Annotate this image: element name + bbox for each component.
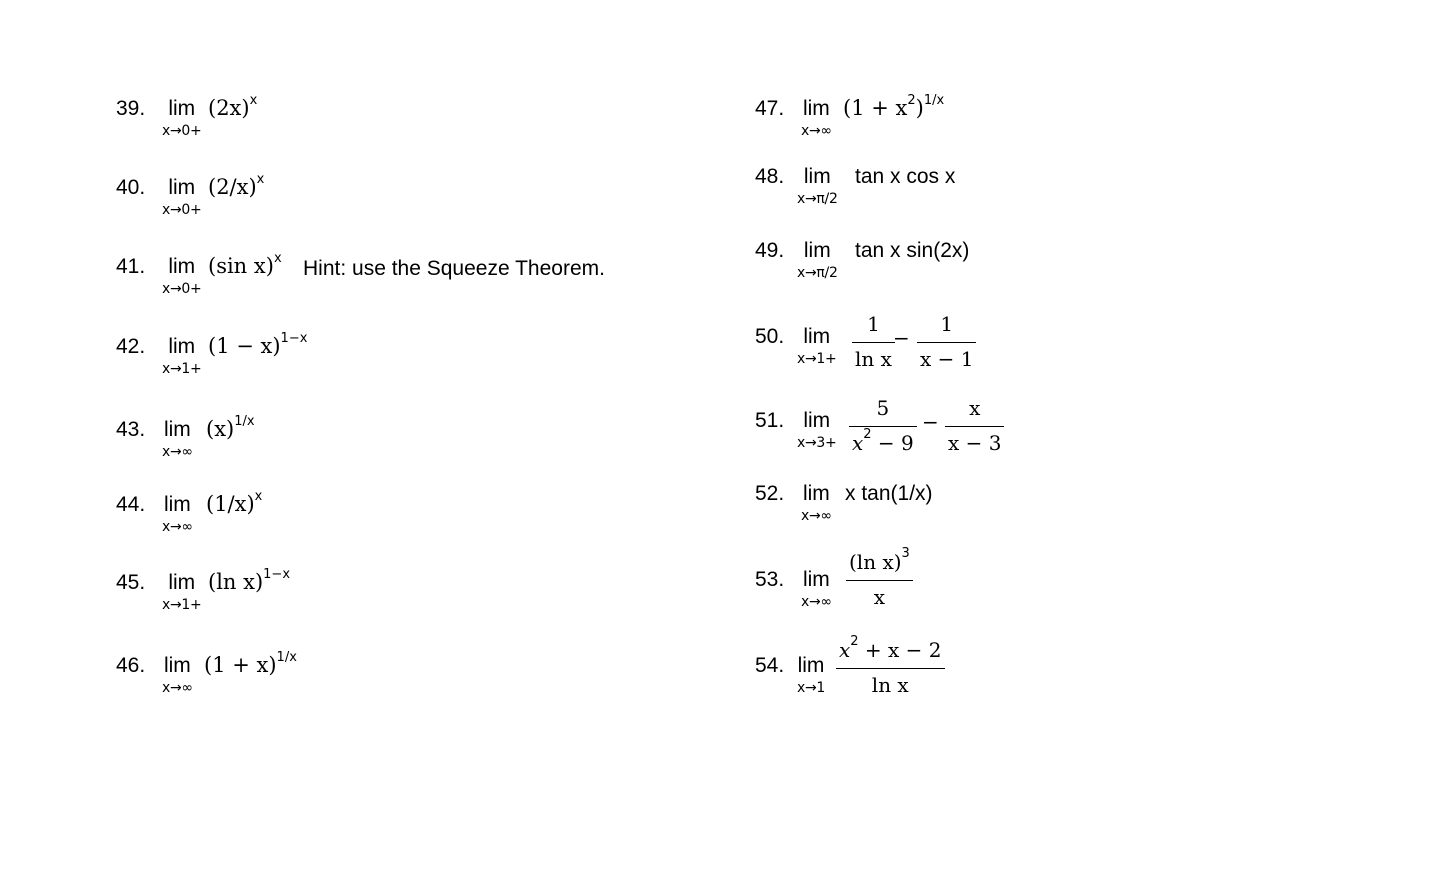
limit-operator: lim x→1+: [162, 335, 202, 377]
limit-expression: (sin x)$^x$: [208, 251, 282, 278]
limit-operator: lim x→∞: [801, 568, 832, 610]
limit-operator: lim x→∞: [801, 97, 832, 139]
limit-subscript: x→π/2: [797, 265, 838, 281]
limit-expression: x tan(1/x): [845, 482, 933, 505]
limit-operator: lim x→∞: [801, 482, 832, 524]
fraction-x-over-x-minus-3: x x − 3: [945, 396, 1004, 455]
limit-subscript: x→1+: [162, 361, 202, 377]
limit-expression: $(1 + x)^{1/x}$: [204, 650, 297, 677]
limit-subscript: x→1+: [162, 597, 202, 613]
fraction-quadratic-over-lnx: $x^2 + x - 2$ ln x: [836, 638, 945, 697]
limit-subscript: x→∞: [162, 519, 193, 535]
problem-number: 45.: [116, 571, 146, 594]
limit-expression: $(x)^{1/x}$: [206, 414, 255, 441]
hint-text: Hint: use the Squeeze Theorem.: [303, 257, 605, 280]
limit-subscript: x→0+: [162, 281, 202, 297]
limit-expression: $(1/x)^x$: [206, 489, 263, 516]
problem-number: 47.: [755, 97, 785, 120]
problem-number: 49.: [755, 239, 785, 262]
limit-operator: lim x→0+: [162, 97, 202, 139]
limit-subscript: x→π/2: [797, 191, 838, 207]
problem-number: 54.: [755, 654, 785, 677]
problem-number: 50.: [755, 325, 785, 348]
limit-operator: lim x→1+: [797, 325, 837, 367]
limit-expression: $(2/x)^x$: [208, 172, 265, 199]
problem-number: 51.: [755, 409, 785, 432]
fraction-1-over-lnx: 1 ln x: [852, 312, 895, 371]
problem-number: 46.: [116, 654, 146, 677]
limit-expression: tan x cos x: [855, 165, 956, 188]
limit-subscript: x→1: [797, 680, 826, 696]
limit-subscript: x→1+: [797, 351, 837, 367]
limit-subscript: x→∞: [801, 594, 832, 610]
limit-subscript: x→∞: [801, 508, 832, 524]
limit-subscript: x→3+: [797, 435, 837, 451]
limit-operator: lim x→0+: [162, 176, 202, 218]
minus-sign: −: [922, 410, 939, 434]
problem-number: 48.: [755, 165, 785, 188]
limit-subscript: x→∞: [162, 444, 193, 460]
limit-expression: $(1 + x^2)^{1/x}$: [843, 93, 945, 120]
problem-number: 44.: [116, 493, 146, 516]
fraction-5-over-x2-minus-9: 5 $x^2 - 9$: [849, 396, 917, 455]
problem-number: 41.: [116, 255, 146, 278]
limit-expression: (ln x)$^{1-x}$: [208, 567, 291, 594]
limit-subscript: x→∞: [162, 680, 193, 696]
limit-expression: $(1 - x)^{1-x}$: [208, 331, 308, 358]
minus-sign: −: [893, 326, 910, 350]
limit-operator: lim x→π/2: [797, 165, 838, 207]
limit-operator: lim x→∞: [162, 493, 193, 535]
fraction-lnx-cubed-over-x: (ln x)$^3$ x: [846, 550, 913, 609]
limit-operator: lim x→1: [797, 654, 826, 696]
limit-operator: lim x→3+: [797, 409, 837, 451]
fraction-1-over-x-minus-1: 1 x − 1: [917, 312, 976, 371]
limit-subscript: x→∞: [801, 123, 832, 139]
problem-number: 42.: [116, 335, 146, 358]
limit-operator: lim x→∞: [162, 418, 193, 460]
limit-operator: lim x→0+: [162, 255, 202, 297]
problem-number: 53.: [755, 568, 785, 591]
limit-expression: $(2x)^x$: [208, 93, 258, 120]
limit-expression: tan x sin(2x): [855, 239, 970, 262]
limit-operator: lim x→π/2: [797, 239, 838, 281]
limit-operator: lim x→∞: [162, 654, 193, 696]
limit-subscript: x→0+: [162, 202, 202, 218]
problem-number: 40.: [116, 176, 146, 199]
problem-number: 43.: [116, 418, 146, 441]
problem-number: 39.: [116, 97, 146, 120]
limit-subscript: x→0+: [162, 123, 202, 139]
limit-operator: lim x→1+: [162, 571, 202, 613]
problem-number: 52.: [755, 482, 785, 505]
